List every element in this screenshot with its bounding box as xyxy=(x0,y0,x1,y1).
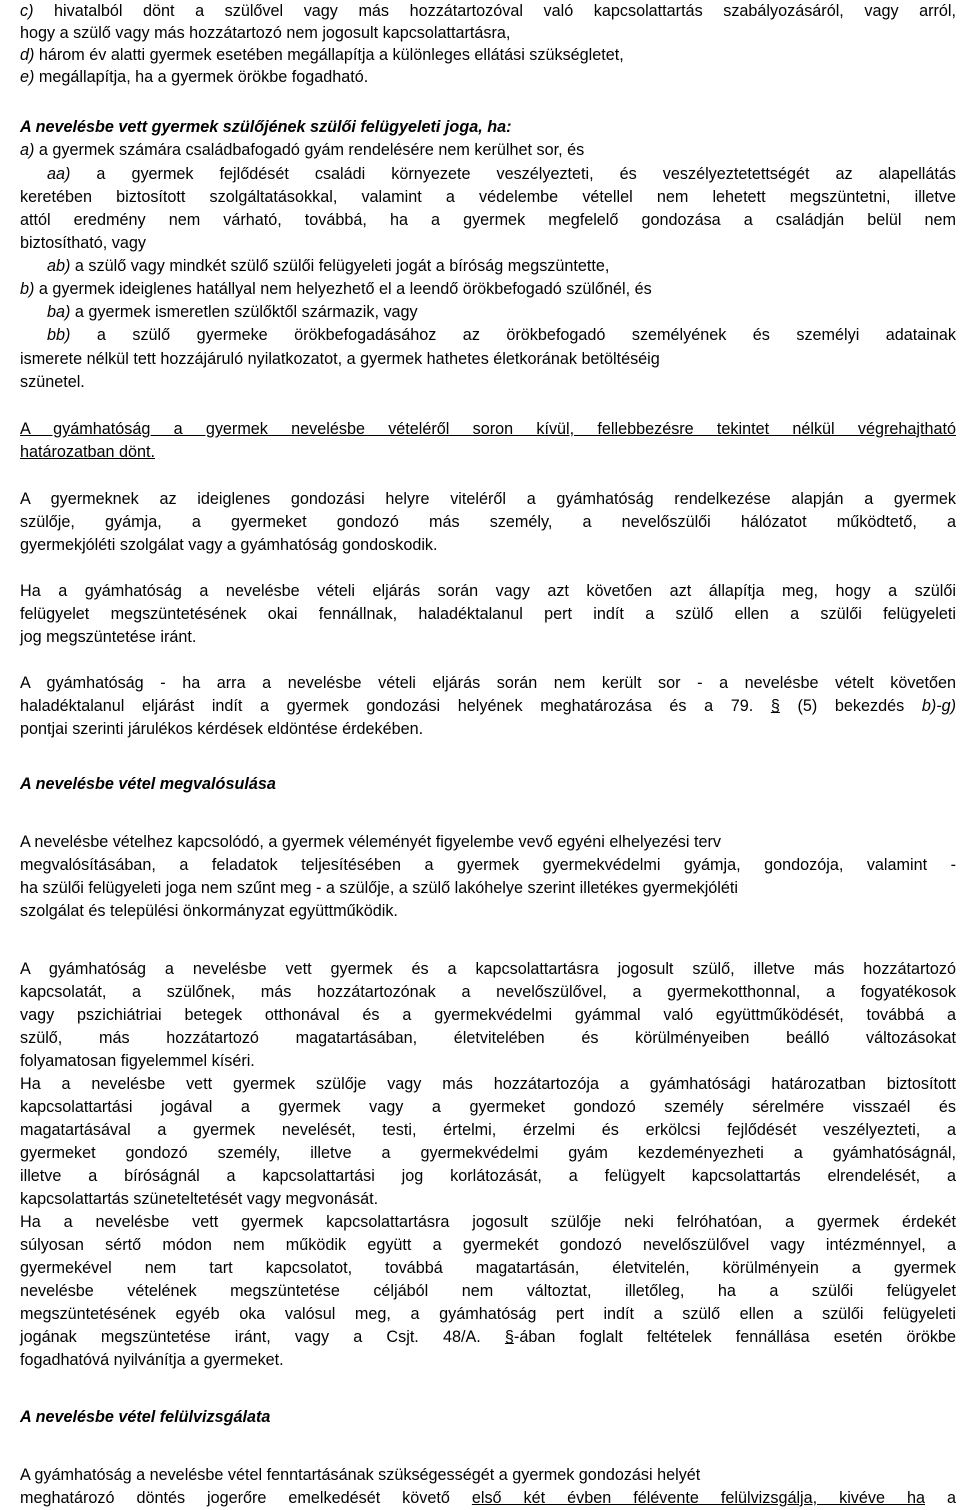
text-run: megszüntetésének egyéb oka valósul meg, a gyámhatóság pert indít a szülő ellen a szülői felügyeleti xyxy=(20,1305,956,1323)
text-run: bb) xyxy=(47,326,71,344)
text-line xyxy=(20,854,956,877)
text-run: (5) bekezdés xyxy=(779,697,922,715)
text-line xyxy=(20,441,956,464)
text-run: Ha a nevelésbe vett gyermek kapcsolattartásra jogosult szülője neki felróhatóan, a gyermek érdekét xyxy=(20,1213,956,1231)
text-run: első két évben félévente felülvizsgálja, kivéve ha xyxy=(471,1489,925,1507)
text-line xyxy=(20,209,956,232)
text-run: e) xyxy=(20,68,35,86)
text-line xyxy=(20,773,956,796)
text-line xyxy=(47,255,956,278)
text-run: súlyosan sértő módon nem működik együtt a gyermekét gondozó nevelőszülővel vagy intézménnyel, a xyxy=(20,1236,956,1254)
text-run: b)-g) xyxy=(921,697,956,715)
text-line xyxy=(20,1096,956,1119)
text-line xyxy=(20,1004,956,1027)
text-run: Ha a gyámhatóság a nevelésbe vételi eljárás során vagy azt követően azt állapítja meg, hogy a szülői xyxy=(20,582,956,600)
text-line xyxy=(20,1050,956,1073)
text-run: határozatban dönt. xyxy=(20,443,156,461)
text-line xyxy=(20,418,956,441)
text-run: vagy pszichiátriai betegek otthonával és a gyermekvédelmi gyámmal való együttműködését, továbbá a xyxy=(20,1006,956,1024)
text-run: szülője, gyámja, a gyermeket gondozó más személy, a nevelőszülői hálózatot működtető, a xyxy=(20,513,956,531)
text-line xyxy=(20,186,956,209)
text-line xyxy=(20,1119,956,1142)
text-run: gyermekével nem tart kapcsolatot, továbbá magatartásán, életvitelén, körülményein a gyermek xyxy=(20,1259,956,1277)
section-heading: A nevelésbe vétel megvalósulása xyxy=(20,775,276,793)
text-line xyxy=(20,1487,956,1510)
text-run: biztosítható, vagy xyxy=(20,234,146,252)
text-run: kapcsolattartási jogával a gyermek vagy a gyermeket gondozó személy sérelmére visszaél és xyxy=(20,1098,956,1116)
text-run: A gyámhatóság a nevelésbe vétel fenntartásának szükségességét a gyermek gondozási helyét xyxy=(20,1466,701,1484)
text-line xyxy=(20,1027,956,1050)
text-line xyxy=(20,1165,956,1188)
text-run: A gyámhatóság a gyermek nevelésbe vételéről soron kívül, fellebbezésre tekintet nélkül végrehajtható xyxy=(20,420,956,438)
text-line xyxy=(20,626,956,649)
text-run: illetve a bíróságnál a kapcsolattartási jog korlátozását, a felügyelt kapcsolattartás elrendelését, a xyxy=(20,1167,956,1185)
text-run: megvalósításában, a feladatok teljesítésében a gyermek gyermekvédelmi gyámja, gondozója, valamint - xyxy=(20,856,956,874)
text-run: ismerete nélkül tett hozzájáruló nyilatkozatot, a gyermek hathetes életkorának betöltéséig xyxy=(20,350,660,368)
text-run: A gyámhatóság - ha arra a nevelésbe vételi eljárás során nem került sor - a nevelésbe vételt követően xyxy=(20,674,956,692)
text-run: a xyxy=(925,1489,956,1507)
text-line xyxy=(20,877,956,900)
text-line xyxy=(20,718,956,741)
text-line xyxy=(20,695,956,718)
text-run: Ha a nevelésbe vett gyermek szülője vagy más hozzátartozója a gyámhatósági határozatban biztosított xyxy=(20,1075,956,1093)
text-run: kapcsolattartás szüneteltetését vagy megvonását. xyxy=(20,1190,379,1208)
text-run: a gyermek ideiglenes hatállyal nem helyezhető el a leendő örökbefogadó szülőnél, és xyxy=(34,280,652,298)
text-run: a gyermek számára családbafogadó gyám rendelésére nem kerülhet sor, és xyxy=(34,141,585,159)
text-line xyxy=(20,603,956,626)
text-line xyxy=(20,66,956,89)
text-line xyxy=(20,1188,956,1211)
text-run: fogadhatóvá nyilvánítja a gyermeket. xyxy=(20,1351,284,1369)
text-run: § xyxy=(504,1328,514,1346)
text-run: három év alatti gyermek esetében megállapítja a különleges ellátási szükségletet, xyxy=(34,46,624,64)
text-line xyxy=(20,900,956,923)
text-run: szünetel. xyxy=(20,373,85,391)
text-line xyxy=(20,831,956,854)
text-run: szülő, más hozzátartozó magatartásában, életvitelében és körülményeiben beálló változásokat xyxy=(20,1029,956,1047)
text-run: A gyámhatóság a nevelésbe vett gyermek és a kapcsolattartásra jogosult szülő, illetve más hozzátartozó xyxy=(20,960,956,978)
text-line xyxy=(47,324,956,347)
text-line xyxy=(20,278,956,301)
text-line xyxy=(20,1142,956,1165)
text-run: a) xyxy=(20,141,35,159)
text-line xyxy=(20,511,956,534)
text-line xyxy=(20,958,956,981)
text-run: a gyermek ismeretlen szülőktől származik, vagy xyxy=(70,303,418,321)
section-heading: A nevelésbe vétel felülvizsgálata xyxy=(20,1408,271,1426)
text-run: c) xyxy=(20,2,34,20)
text-line xyxy=(20,672,956,695)
text-line xyxy=(20,534,956,557)
text-line xyxy=(20,232,956,255)
text-run: felügyelet megszüntetésének okai fennállnak, haladéktalanul pert indít a szülő ellen a szülői felügyeleti xyxy=(20,605,956,623)
section-heading: A nevelésbe vett gyermek szülőjének szülői felügyeleti joga, ha: xyxy=(20,118,512,136)
text-line xyxy=(20,580,956,603)
text-run: b) xyxy=(20,280,35,298)
text-run: gyermekjóléti szolgálat vagy a gyámhatóság gondoskodik. xyxy=(20,536,438,554)
text-run: haladéktalanul eljárást indít a gyermek gondozási helyének meghatározása és a 79. xyxy=(20,697,771,715)
text-line xyxy=(20,1303,956,1326)
text-run: § xyxy=(770,697,780,715)
text-line xyxy=(20,0,956,23)
text-run: ba) xyxy=(47,303,71,321)
text-line xyxy=(20,981,956,1004)
text-line xyxy=(20,1464,956,1487)
text-run: a szülő vagy mindkét szülő szülői felügyeleti jogát a bíróság megszüntette, xyxy=(70,257,610,275)
text-line xyxy=(20,1349,956,1372)
text-line xyxy=(20,139,956,162)
text-run: a gyermek fejlődését családi környezete veszélyezteti, és veszélyeztetettségét az alapellátás xyxy=(70,165,956,183)
text-run: kapcsolatát, a szülőnek, más hozzátartozónak a nevelőszülővel, a gyermekotthonnal, a fogyatékosok xyxy=(20,983,956,1001)
text-line xyxy=(47,301,956,324)
text-run: meghatározó döntés jogerőre emelkedését követő xyxy=(20,1489,472,1507)
text-line xyxy=(20,1211,956,1234)
text-run: attól eredmény nem várható, továbbá, ha a gyermek megfelelő gondozása a családján belül nem xyxy=(20,211,956,229)
text-line xyxy=(20,1406,956,1429)
text-run: hogy a szülő vagy más hozzátartozó nem jogosult kapcsolattartásra, xyxy=(20,24,511,42)
text-line xyxy=(20,1257,956,1280)
text-run: ha szülői felügyeleti joga nem szűnt meg - a szülője, a szülő lakóhelye szerint illetékes gyermekjóléti xyxy=(20,879,739,897)
text-run: jog megszüntetése iránt. xyxy=(20,628,197,646)
text-run: aa) xyxy=(47,165,71,183)
text-run: hivatalból dönt a szülővel vagy más hozzátartozóval való kapcsolattartás szabályozásáról, vagy arról, xyxy=(33,2,956,20)
text-line xyxy=(20,371,956,394)
text-run: gyermeket gondozó személy, illetve a gyermekvédelmi gyám kezdeményezheti a gyámhatóságnál, xyxy=(20,1144,956,1162)
text-run: A gyermeknek az ideiglenes gondozási helyre viteléről a gyámhatóság rendelkezése alapján a gyermek xyxy=(20,490,956,508)
text-run: keretében biztosított szolgáltatásokkal, valamint a védelembe vétellel nem lehetett megszüntetni, illetve xyxy=(20,188,956,206)
text-line xyxy=(20,1234,956,1257)
text-line xyxy=(20,116,956,139)
text-line xyxy=(20,1280,956,1303)
text-line xyxy=(20,488,956,511)
text-line xyxy=(20,1073,956,1096)
text-run: A nevelésbe vételhez kapcsolódó, a gyermek véleményét figyelembe vevő egyéni elhelyezési terv xyxy=(20,833,721,851)
text-run: szolgálat és települési önkormányzat együttműködik. xyxy=(20,902,398,920)
text-run: pontjai szerinti járulékos kérdések eldöntése érdekében. xyxy=(20,720,424,738)
text-line xyxy=(47,163,956,186)
text-run: megállapítja, ha a gyermek örökbe fogadható. xyxy=(34,68,369,86)
text-run: ab) xyxy=(47,257,71,275)
text-run: d) xyxy=(20,46,35,64)
text-line xyxy=(20,22,956,45)
text-run: nevelésbe vételének megszüntetése céljából nem változtat, illetőleg, ha a szülői felügyelet xyxy=(20,1282,956,1300)
text-run: -ában foglalt feltételek fennállása esetén örökbe xyxy=(513,1328,956,1346)
text-run: jogának megszüntetése iránt, vagy a Csjt. 48/A. xyxy=(20,1328,505,1346)
text-run: folyamatosan figyelemmel kíséri. xyxy=(20,1052,255,1070)
text-line xyxy=(20,348,956,371)
text-run: a szülő gyermeke örökbefogadásához az örökbefogadó személyének és személyi adatainak xyxy=(70,326,956,344)
text-run: magatartásával a gyermek nevelését, testi, értelmi, érzelmi és erkölcsi fejlődését veszélyezteti, a xyxy=(20,1121,956,1139)
text-line xyxy=(20,44,956,67)
text-line xyxy=(20,1326,956,1349)
